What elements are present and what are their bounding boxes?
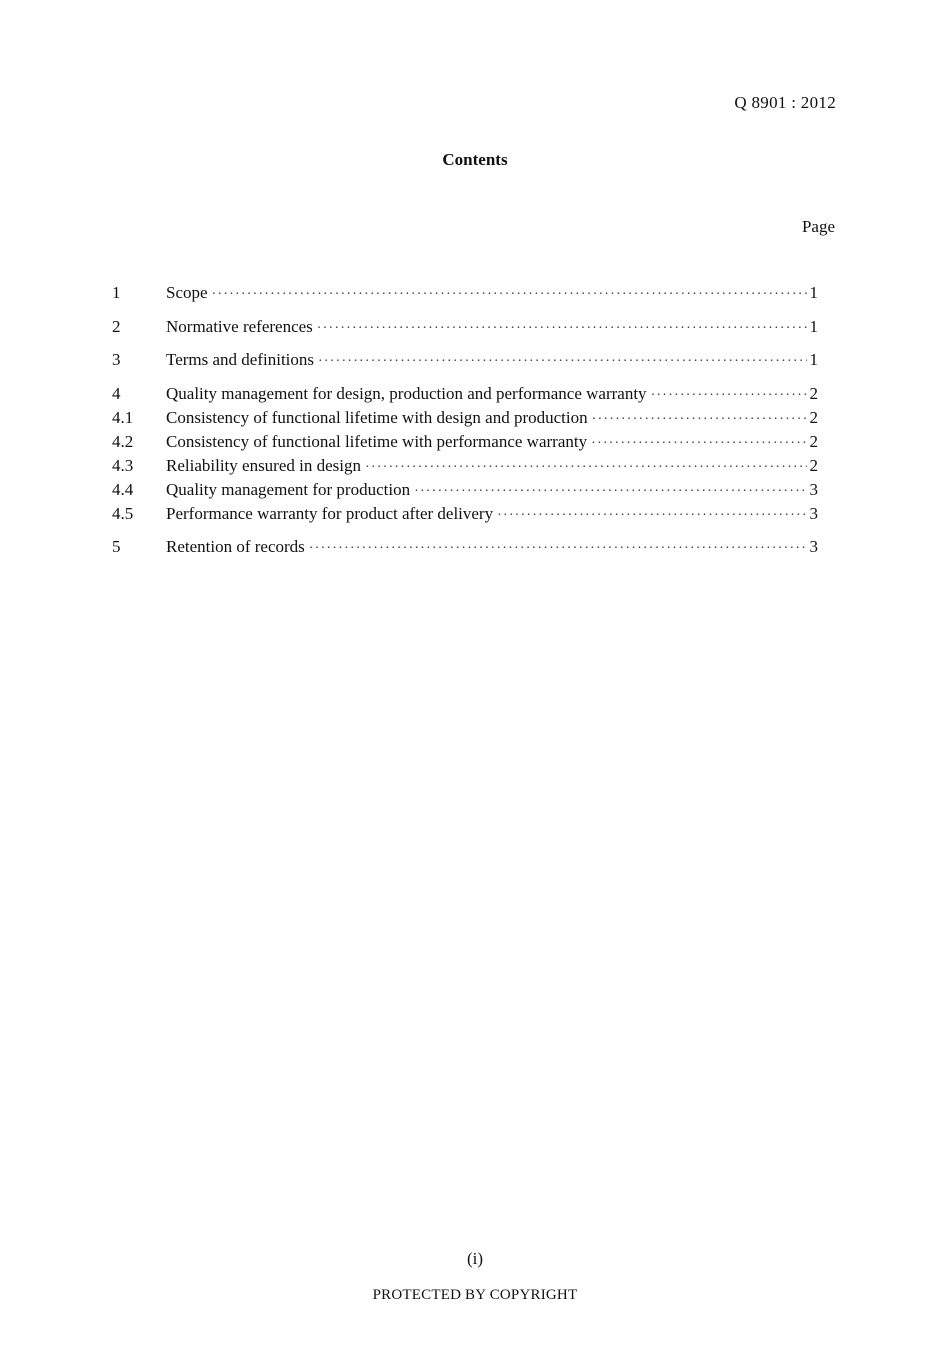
toc-entry-title: Consistency of functional lifetime with performance warranty	[166, 431, 588, 451]
toc-entry-number: 3	[112, 350, 121, 369]
toc-entry-page: 1	[809, 316, 818, 336]
toc-entry-title: Normative references	[166, 316, 313, 336]
toc-entry-number: 4.2	[112, 431, 134, 451]
toc-entry-1[interactable]	[112, 281, 818, 305]
toc-entry-page: 2	[809, 455, 818, 475]
document-id: Q 8901 : 2012	[734, 93, 836, 112]
toc-entry-4-1[interactable]	[112, 406, 818, 430]
toc-entry-page: 3	[809, 537, 818, 556]
toc-entry-title: Consistency of functional lifetime with design and production	[166, 407, 588, 427]
toc-entry-title: Terms and definitions	[166, 350, 315, 369]
toc-entry-4-2[interactable]	[112, 430, 818, 454]
dot-leader	[497, 504, 806, 528]
toc-entry-number: 1	[112, 283, 121, 302]
toc-entry-number: 4	[112, 383, 121, 403]
toc-entry-5[interactable]	[112, 535, 818, 559]
toc-entry-page: 3	[809, 479, 818, 499]
toc-entry-page: 1	[809, 350, 818, 369]
toc-entry-number: 4.1	[112, 407, 134, 427]
toc-entry-3[interactable]	[112, 348, 818, 372]
toc-entry-title: Scope	[166, 283, 208, 302]
toc-entry-title: Quality management for production	[166, 479, 411, 499]
contents-heading: Contents	[442, 150, 508, 169]
toc-entry-2[interactable]	[112, 315, 818, 339]
toc-entry-page: 2	[809, 407, 818, 427]
copyright-notice: PROTECTED BY COPYRIGHT	[372, 1287, 578, 1303]
dot-leader	[592, 408, 807, 432]
toc-entry-number: 4.4	[112, 479, 134, 499]
toc-entry-number: 4.5	[112, 503, 134, 523]
dot-leader	[414, 480, 806, 504]
toc-entry-title: Performance warranty for product after delivery	[166, 503, 494, 523]
toc-entry-4[interactable]	[112, 382, 818, 406]
toc-entry-page: 1	[809, 283, 818, 302]
dot-leader	[317, 317, 807, 341]
toc-entry-4-4[interactable]	[112, 478, 818, 502]
page-column-label: Page	[801, 217, 835, 236]
dot-leader	[591, 432, 806, 456]
toc-entry-number: 4.3	[112, 455, 134, 475]
dot-leader	[365, 456, 807, 480]
toc-entry-page: 2	[809, 383, 818, 403]
toc-entry-number: 5	[112, 537, 121, 556]
dot-leader	[212, 283, 807, 307]
toc-entry-4-3[interactable]	[112, 454, 818, 478]
toc-entry-page: 3	[809, 503, 818, 523]
dot-leader	[318, 350, 806, 374]
toc-entry-title: Retention of records	[166, 537, 305, 556]
toc-entry-number: 2	[112, 316, 121, 336]
table-of-contents	[112, 281, 818, 559]
toc-entry-page: 2	[809, 431, 818, 451]
page-number: (i)	[466, 1249, 484, 1268]
toc-entry-title: Quality management for design, production and performance warranty	[166, 383, 647, 403]
dot-leader	[309, 537, 807, 561]
dot-leader	[651, 384, 807, 408]
toc-entry-title: Reliability ensured in design	[166, 455, 361, 475]
toc-entry-4-5[interactable]	[112, 502, 818, 526]
